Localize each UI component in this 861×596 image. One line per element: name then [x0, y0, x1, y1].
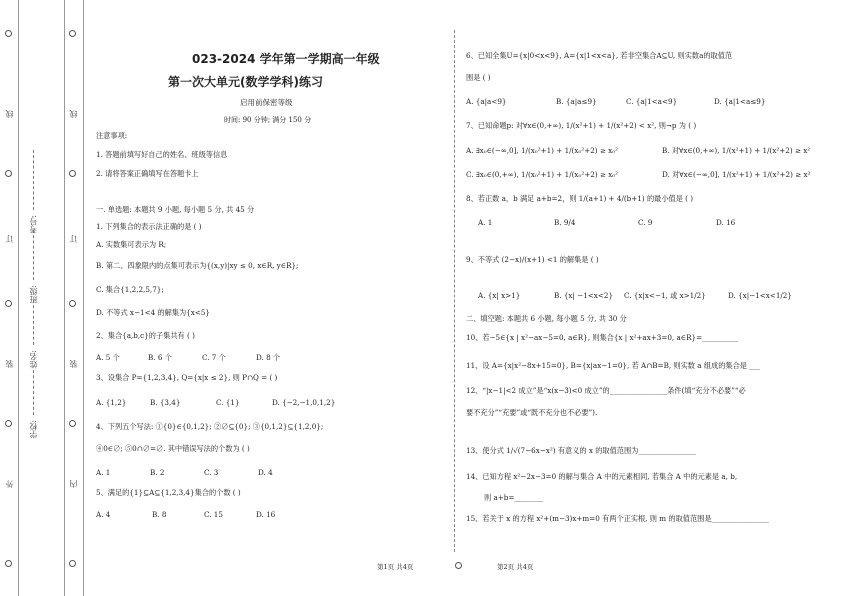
section-heading: 一. 单选题: 本题共 9 小题, 每小题 5 分, 共 45 分 — [96, 205, 255, 214]
page-divider — [454, 30, 455, 552]
binding-hole — [5, 420, 12, 427]
note-item: 2. 请将答案正确填写在答题卡上 — [96, 169, 199, 178]
option: B. 第二、四象限内的点集可表示为{(x,y)|xy ≤ 0, x∈R, y∈R}; — [96, 261, 299, 270]
binding-label: 订 — [69, 235, 78, 243]
question-1: 1. 下列集合的表示法正确的是 ( ) — [96, 222, 202, 231]
option: B. {a|a≤9} — [556, 97, 597, 106]
option: D. 16 — [716, 218, 736, 227]
option: D. 对∀x∈(−∞,0], 1/(x²+1) + 1/(x²+2) ≥ x² — [662, 170, 811, 179]
field-line — [33, 300, 35, 345]
binding-hole — [5, 300, 12, 307]
option: A. ∃x₀∈(−∞,0], 1/(x₀²+1) + 1/(x₀²+2) ≥ x₀² — [466, 146, 618, 155]
binding-hole — [69, 420, 76, 427]
exam-time: 时间: 90 分钟; 满分 150 分 — [224, 116, 312, 124]
question-12: 12、“|x−1|<2 成立”是“x(x−3)<0 成立”的________________条件(填“充分不必要”“必 — [466, 386, 746, 395]
question-13: 13、使分式 1/√(7−6x−x²) 有意义的 x 的取值范围为________________ — [466, 446, 696, 455]
option: C. {1} — [216, 398, 240, 407]
option: A. 1 — [478, 218, 493, 227]
option: D. 16 — [256, 510, 276, 519]
binding-label: 外 — [5, 480, 14, 488]
option: A. 1 — [96, 468, 111, 477]
option: C. 9 — [638, 218, 653, 227]
option: D. 8 个 — [256, 353, 281, 362]
option: C. 3 — [204, 468, 219, 477]
option: C. ∃x₀∈(0,+∞), 1/(x₀²+1) + 1/(x₀²+2) ≥ x₀² — [466, 170, 619, 179]
option: B. {3,4} — [150, 398, 181, 407]
option: C. {x|x<−1, 或 x>1/2} — [624, 291, 706, 300]
question-11: 11、设 A={x|x²−8x+15=0}, B={x|ax−1=0}, 若 A∩B=B, 则实数 a 组成的集合是 ___ — [466, 361, 761, 370]
question-14: 14、已知方程 x²−2x−3=0 的解与集合 A 中的元素相同, 若集合 A 中的元素是 a, b, — [466, 472, 738, 481]
option: B. 2 — [150, 468, 165, 477]
binding-label: 装 — [69, 360, 78, 368]
exam-subtitle: 第一次大单元(数学学科)练习 — [168, 75, 323, 89]
center-mark — [455, 562, 462, 569]
option: D. {−2,−1,0,1,2} — [272, 398, 336, 407]
option: A. 实数集可表示为 R; — [96, 240, 167, 249]
school-field-label: 学校: — [29, 420, 38, 439]
question-5: 5、满足的{1}⊆A⊆{1,2,3,4}集合的个数 ( ) — [96, 488, 241, 497]
option: D. 不等式 x−1<4 的解集为{x<5} — [96, 308, 210, 317]
option: C. 15 — [204, 510, 223, 519]
class-field-label: 班级: — [29, 285, 38, 304]
option: B. 9/4 — [554, 218, 576, 227]
name-field-label: 姓名: — [29, 350, 38, 369]
question-6: 6、已知全集U={x|0<x<9}, A={x|1<x<a}, 若非空集合A⊆U, 则实数a的取值范 — [466, 51, 733, 60]
option: C. 7 个 — [202, 353, 226, 362]
binding-strip-inner — [64, 0, 84, 596]
option: A. 5 个 — [96, 353, 120, 362]
question-15: 15、若关于 x 的方程 x²+(m−3)x+m=0 有两个正实根, 则 m 的取值范围是________________ — [466, 514, 770, 523]
binding-hole — [69, 300, 76, 307]
option: A. 4 — [96, 510, 111, 519]
binding-label: 装 — [5, 360, 14, 368]
exam-number-field-label: 考号: — [29, 215, 38, 234]
question-6-continued: 围是 ( ) — [466, 73, 491, 82]
binding-label: 线 — [69, 110, 78, 118]
binding-hole — [5, 560, 12, 567]
field-line — [33, 370, 35, 415]
option: B. 8 — [152, 510, 167, 519]
option: A. {x| x>1} — [478, 291, 521, 300]
question-7: 7、已知命题p: 对∀x∈(0,+∞), 1/(x²+1) + 1/(x²+2) < x², 则¬p 为 ( ) — [466, 121, 697, 130]
option: B. 6 个 — [148, 353, 172, 362]
question-8: 8、若正数 a，b 满足 a+b=2，则 1/(a+1) + 4/(b+1) 的最小值是 ( ) — [466, 194, 694, 203]
binding-strip-outer — [0, 0, 19, 596]
page-number-left: 第1页 共4页 — [377, 563, 414, 571]
option: D. {x|−1<x<1/2} — [728, 291, 792, 300]
binding-hole — [69, 30, 76, 37]
binding-label: 内 — [69, 480, 78, 488]
binding-label: 线 — [5, 110, 14, 118]
secret-level: 启用前保密等级 — [240, 98, 293, 107]
question-2: 2、集合{a,b,c}的子集共有 ( ) — [96, 331, 195, 340]
question-3: 3、设集合 P={1,2,3,4}, Q={x|x ≤ 2}, 则 P∩Q = ( ) — [96, 373, 278, 382]
question-4: 4、下列五个写法: ①{0}∈{0,1,2}; ②∅⊆{0}; ③{0,1,2}⊆{1,2,0}; — [96, 422, 324, 431]
option: B. {x| −1<x<2} — [554, 291, 614, 300]
question-4-continued: ④0∈∅; ⑤0∩∅=∅. 其中错误写法的个数为 ( ) — [96, 444, 250, 453]
note-item: 1. 答题前填写好自己的姓名、班级等信息 — [96, 150, 228, 159]
page-number-right: 第2页 共4页 — [497, 563, 534, 571]
option: C. {a|1<a<9} — [626, 97, 678, 106]
option: A. {1,2} — [96, 398, 127, 407]
question-10: 10、若−5∈{x | x²−ax−5=0, a∈R}, 则集合{x | x²+ax+3=0, a∈R}=__________ — [466, 333, 739, 342]
field-line — [33, 230, 35, 280]
option: B. 对∀x∈(0,+∞), 1/(x²+1) + 1/(x²+2) ≥ x² — [662, 146, 811, 155]
option: D. 4 — [258, 468, 273, 477]
notes-heading: 注意事项: — [96, 131, 128, 140]
section-heading: 二、填空题: 本题共 6 小题, 每小题 5 分, 共 30 分 — [466, 314, 627, 323]
option: D. {a|1<a≤9} — [714, 97, 766, 106]
binding-hole — [69, 170, 76, 177]
option: C. 集合{1,2,2,5,7}; — [96, 285, 164, 294]
option: A. {a|a<9} — [466, 97, 507, 106]
binding-label: 订 — [5, 235, 14, 243]
question-14-continued: 则 a+b=________ — [484, 493, 544, 502]
field-line — [33, 150, 35, 210]
exam-title: 023-2024 学年第一学期高一年级 — [192, 52, 380, 66]
binding-hole — [5, 30, 12, 37]
binding-hole — [5, 170, 12, 177]
binding-hole — [69, 560, 76, 567]
question-12-continued: 要不充分”“充要”或“既不充分也不必要”). — [466, 408, 598, 417]
question-9: 9、不等式 (2−x)/(x+1) <1 的解集是 ( ) — [466, 255, 599, 264]
